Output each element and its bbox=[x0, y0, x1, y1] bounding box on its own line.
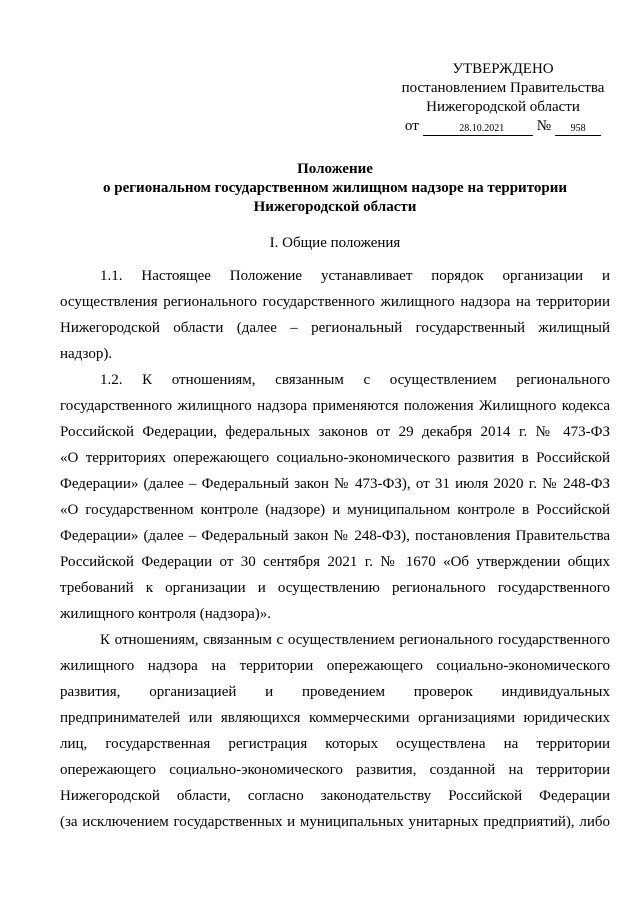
body-line: предпринимателей или являющихся коммерческими организациями юридических bbox=[60, 710, 610, 726]
approved-by-line-1: постановлением Правительства bbox=[401, 80, 605, 96]
body-line: осуществления регионального государственного жилищного надзора на территории bbox=[60, 294, 610, 310]
body-line: Федерации» (далее – Федеральный закон № 473-ФЗ), от 31 июля 2020 г. № 248-ФЗ bbox=[60, 476, 610, 492]
body-line: Федерации» (далее – Федеральный закон № 248-ФЗ), постановления Правительства bbox=[60, 528, 610, 544]
title-line-2: о региональном государственном жилищном надзоре на территории bbox=[103, 180, 567, 196]
body-line: надзор). bbox=[60, 346, 113, 362]
approval-stamp bbox=[386, 60, 620, 136]
body-line: (за исключением государственных и муниципальных унитарных предприятий), либо bbox=[60, 814, 610, 830]
section-heading: I. Общие положения bbox=[269, 235, 401, 251]
approval-date-row bbox=[386, 117, 620, 136]
body-line: опережающего социально-экономического развития, созданной на территории bbox=[60, 762, 610, 778]
body-line: развития, организацией и проведением проверок индивидуальных bbox=[60, 684, 610, 700]
document-title bbox=[60, 160, 610, 217]
body-line: К отношениям, связанным с осуществлением регионального государственного bbox=[100, 632, 610, 648]
body-line: государственного жилищного надзора применяются положения Жилищного кодекса bbox=[60, 398, 610, 414]
approval-date: 28.10.2021 bbox=[423, 122, 533, 136]
title-line-3: Нижегородской области bbox=[253, 199, 417, 215]
body-line: Нижегородской области, согласно законодательству Российской Федерации bbox=[60, 788, 610, 804]
document-body bbox=[60, 263, 610, 835]
from-label: от bbox=[404, 118, 419, 134]
body-line: 1.1. Настоящее Положение устанавливает порядок организации и bbox=[100, 268, 610, 284]
body-line: «О государственном контроле (надзоре) и муниципальном контроле в Российской bbox=[60, 502, 610, 518]
body-line: Российской Федерации от 30 сентября 2021 г. № 1670 «Об утверждении общих bbox=[60, 554, 610, 570]
body-line: Нижегородской области (далее – региональный государственный жилищный bbox=[60, 320, 610, 336]
body-line: лиц, государственная регистрация которых осуществлена на территории bbox=[60, 736, 610, 752]
approved-label: УТВЕРЖДЕНО bbox=[452, 61, 554, 77]
body-line: требований к организации и осуществлению регионального государственного bbox=[60, 580, 610, 596]
approval-number: 958 bbox=[555, 122, 601, 136]
body-line: Российской Федерации, федеральных законов от 29 декабря 2014 г. № 473-ФЗ bbox=[60, 424, 610, 440]
approved-by-line-2: Нижегородской области bbox=[426, 99, 580, 115]
body-line: 1.2. К отношениям, связанным с осуществлением регионального bbox=[100, 372, 610, 388]
number-label: № bbox=[536, 118, 552, 134]
body-line: жилищного контроля (надзора)». bbox=[60, 606, 271, 622]
body-line: жилищного надзора на территории опережающего социально-экономического bbox=[60, 658, 610, 674]
title-line-1: Положение bbox=[297, 161, 373, 177]
body-line: «О территориях опережающего социально-экономического развития в Российской bbox=[60, 450, 610, 466]
